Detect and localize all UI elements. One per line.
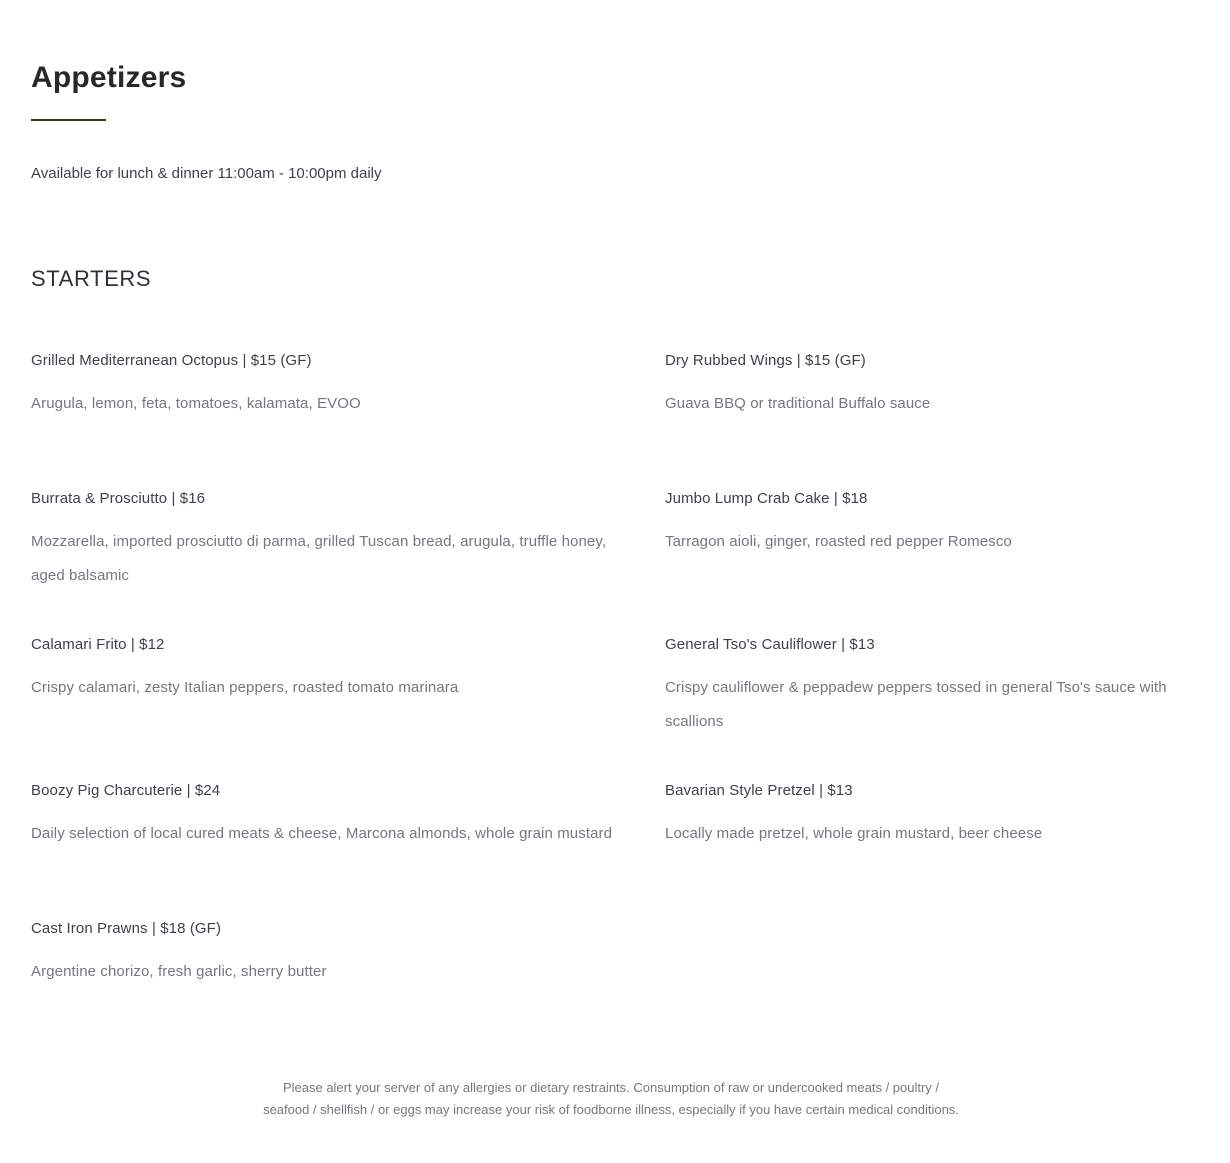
item-name: Bavarian Style Pretzel	[665, 782, 815, 799]
section-heading-starters: STARTERS	[31, 266, 152, 291]
item-separator: |	[242, 352, 247, 369]
item-price: $16	[179, 490, 206, 507]
item-description: Mozzarella, imported prosciutto di parma, grilled Tuscan bread, arugula, truffle honey, aged balsamic	[31, 533, 607, 584]
item-separator: |	[819, 782, 824, 799]
item-title	[665, 781, 1191, 801]
item-description: Argentine chorizo, fresh garlic, sherry butter	[31, 963, 327, 980]
item-name: Calamari Frito	[31, 636, 127, 653]
item-separator: |	[130, 636, 135, 653]
item-description: Tarragon aioli, ginger, roasted red pepper Romesco	[665, 533, 1012, 550]
allergy-disclaimer-line-2: seafood / shellfish / or eggs may increase your risk of foodborne illness, especially if you have certain medical conditions.	[263, 1101, 959, 1117]
item-name: Boozy Pig Charcuterie	[31, 782, 183, 799]
item-title	[31, 781, 615, 801]
item-price: $15 (GF)	[805, 352, 866, 369]
item-price: $13	[849, 636, 875, 653]
menu-item-jumbo-lump-crab-cake	[665, 489, 1191, 593]
menu-items-grid	[31, 351, 1191, 1015]
menu-item-burrata-prosciutto	[31, 489, 615, 593]
item-description: Daily selection of local cured meats & cheese, Marcona almonds, whole grain mustard	[31, 825, 613, 842]
menu-item-general-tsos-cauliflower	[665, 635, 1191, 739]
item-description: Locally made pretzel, whole grain mustard, beer cheese	[665, 825, 1043, 842]
menu-item-boozy-pig-charcuterie	[31, 781, 615, 877]
item-title	[31, 489, 615, 509]
item-price: $18 (GF)	[160, 920, 222, 937]
item-title	[31, 351, 615, 371]
item-description: Arugula, lemon, feta, tomatoes, kalamata, EVOO	[31, 395, 361, 412]
item-name: Grilled Mediterranean Octopus	[31, 352, 239, 369]
item-price: $18	[842, 490, 868, 507]
menu-item-dry-rubbed-wings	[665, 351, 1191, 447]
page-title: Appetizers	[31, 61, 187, 94]
menu-item-cast-iron-prawns	[31, 919, 615, 1015]
item-title	[665, 489, 1191, 509]
item-description: Guava BBQ or traditional Buffalo sauce	[665, 395, 931, 412]
item-separator: |	[186, 782, 191, 799]
allergy-disclaimer-line-1: Please alert your server of any allergies or dietary restraints. Consumption of raw or undercooked meats / poultry /	[282, 1080, 940, 1095]
item-name: Dry Rubbed Wings	[665, 352, 793, 369]
item-separator: |	[841, 636, 846, 653]
availability-text: Available for lunch & dinner 11:00am - 10:00pm daily	[31, 165, 382, 182]
item-separator: |	[171, 490, 176, 507]
item-price: $12	[139, 636, 165, 653]
menu-item-bavarian-style-pretzel	[665, 781, 1191, 877]
item-name: General Tso's Cauliflower	[665, 636, 837, 653]
item-separator: |	[151, 920, 156, 937]
item-title	[31, 635, 615, 655]
item-description: Crispy cauliflower & peppadew peppers tossed in general Tso's sauce with scallions	[665, 679, 1167, 730]
title-underline-rule	[31, 119, 106, 121]
item-title	[665, 351, 1191, 371]
item-title	[665, 635, 1191, 655]
menu-item-calamari-frito	[31, 635, 615, 739]
item-title	[31, 919, 615, 939]
item-price: $13	[827, 782, 853, 799]
item-price: $15 (GF)	[250, 352, 312, 369]
item-separator: |	[796, 352, 801, 369]
item-name: Jumbo Lump Crab Cake	[665, 490, 830, 507]
item-separator: |	[833, 490, 838, 507]
empty-grid-cell	[665, 919, 1191, 1015]
item-price: $24	[194, 782, 221, 799]
allergy-disclaimer	[31, 1077, 1191, 1120]
menu-item-grilled-mediterranean-octopus	[31, 351, 615, 447]
item-name: Burrata & Prosciutto	[31, 490, 168, 507]
item-description: Crispy calamari, zesty Italian peppers, roasted tomato marinara	[31, 679, 459, 696]
item-name: Cast Iron Prawns	[31, 920, 148, 937]
